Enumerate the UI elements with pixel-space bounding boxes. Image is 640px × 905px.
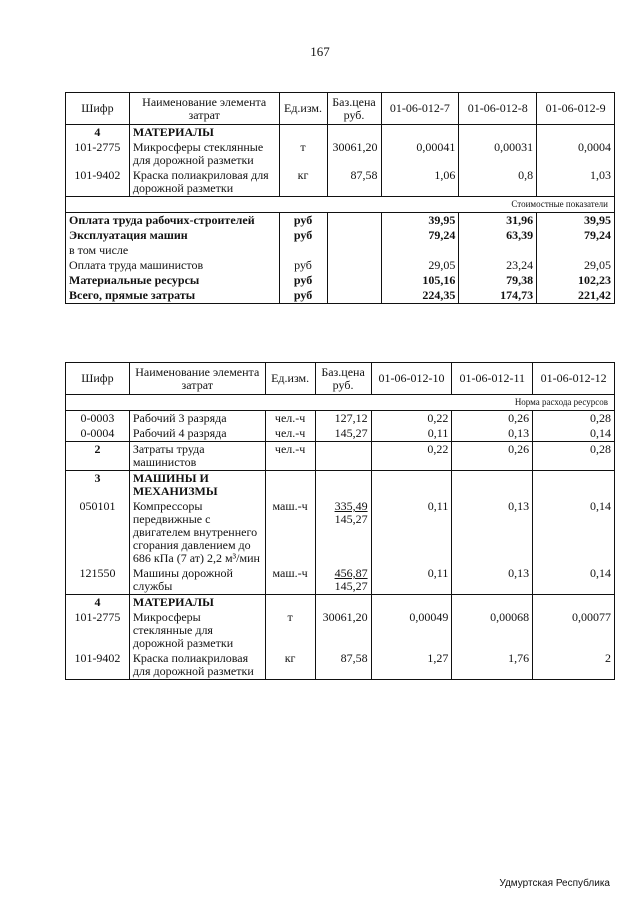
row-name: Оплата труда рабочих-строителей xyxy=(66,213,280,229)
row-value: 0,11 xyxy=(371,426,452,442)
row-name: Краска полиакриловая для дорожной разметки xyxy=(129,168,279,197)
table-row xyxy=(66,168,615,197)
row-code: 101-2775 xyxy=(66,610,130,651)
header-col-2: 01-06-012-11 xyxy=(452,363,533,395)
row-value: 0,28 xyxy=(533,411,615,427)
header-col-2: 01-06-012-8 xyxy=(459,93,537,125)
row-code: 101-2775 xyxy=(66,140,130,168)
row-value: 1,76 xyxy=(452,651,533,680)
price-sub: 145,27 xyxy=(334,579,368,593)
table-header xyxy=(66,363,615,395)
row-unit: руб xyxy=(279,213,327,229)
row-value: 0,13 xyxy=(452,426,533,442)
row-value: 0,00049 xyxy=(371,610,452,651)
header-col-3: 01-06-012-9 xyxy=(537,93,615,125)
row-name: Рабочий 4 разряда xyxy=(129,426,265,442)
table-row xyxy=(66,595,615,611)
section-header-row xyxy=(66,395,615,411)
table-row xyxy=(66,566,615,595)
header-col-1: 01-06-012-10 xyxy=(371,363,452,395)
row-value: 0,28 xyxy=(533,442,615,471)
table-row xyxy=(66,426,615,442)
row-price xyxy=(315,566,371,595)
section-code: 4 xyxy=(66,595,130,611)
row-value: 2 xyxy=(533,651,615,680)
row-name: Микросферы стеклянные для дорожной разметки xyxy=(129,610,265,651)
header-col-1: 01-06-012-7 xyxy=(381,93,459,125)
table-row xyxy=(66,610,615,651)
header-name: Наименование элемента затрат xyxy=(129,93,279,125)
row-value: 0,11 xyxy=(371,499,452,566)
row-value: 39,95 xyxy=(537,213,615,229)
row-value: 174,73 xyxy=(459,288,537,304)
header-col-3: 01-06-012-12 xyxy=(533,363,615,395)
section-code: 3 xyxy=(66,471,130,500)
header-unit: Ед.изм. xyxy=(265,363,315,395)
section-label: Стоимостные показатели xyxy=(66,197,615,213)
row-value: 79,38 xyxy=(459,273,537,288)
row-value: 0,11 xyxy=(371,566,452,595)
footer-region: Удмуртская Республика xyxy=(499,878,610,889)
row-value: 0,26 xyxy=(452,411,533,427)
row-value: 1,06 xyxy=(381,168,459,197)
row-unit: чел.-ч xyxy=(265,442,315,471)
cost-table-1 xyxy=(65,92,615,304)
row-unit: руб xyxy=(279,273,327,288)
row-value: 0,0004 xyxy=(537,140,615,168)
header-price: Баз.цена руб. xyxy=(327,93,381,125)
row-name: Компрессоры передвижные с двигателем внутреннего сгорания давлением до 686 кПа (7 ат) 2,2 м³/мин xyxy=(129,499,265,566)
table-row xyxy=(66,442,615,471)
price-sub: 145,27 xyxy=(334,512,368,526)
row-unit: кг xyxy=(265,651,315,680)
section-title: МАШИНЫ И МЕХАНИЗМЫ xyxy=(129,471,265,500)
row-value: 1,27 xyxy=(371,651,452,680)
row-value: 39,95 xyxy=(381,213,459,229)
row-value: 29,05 xyxy=(537,258,615,273)
page-number: 167 xyxy=(310,44,330,59)
row-value: 23,24 xyxy=(459,258,537,273)
row-price: 30061,20 xyxy=(315,610,371,651)
row-value: 0,13 xyxy=(452,566,533,595)
row-name: Краска полиакриловая для дорожной разметки xyxy=(129,651,265,680)
row-value: 0,00077 xyxy=(533,610,615,651)
table-row xyxy=(66,288,615,304)
row-name: Микросферы стеклянные для дорожной разметки xyxy=(129,140,279,168)
row-price: 87,58 xyxy=(327,168,381,197)
row-unit: кг xyxy=(279,168,327,197)
row-unit: маш.-ч xyxy=(265,566,315,595)
row-value: 0,00041 xyxy=(381,140,459,168)
table-row xyxy=(66,125,615,141)
row-unit: маш.-ч xyxy=(265,499,315,566)
table-row xyxy=(66,651,615,680)
row-code: 121550 xyxy=(66,566,130,595)
table-row xyxy=(66,499,615,566)
row-unit: т xyxy=(279,140,327,168)
row-price xyxy=(315,442,371,471)
row-value: 79,24 xyxy=(537,228,615,243)
header-code: Шифр xyxy=(66,363,130,395)
section-title: МАТЕРИАЛЫ xyxy=(129,595,265,611)
row-name: Материальные ресурсы xyxy=(66,273,280,288)
table-row xyxy=(66,243,615,258)
row-name: Рабочий 3 разряда xyxy=(129,411,265,427)
row-value: 29,05 xyxy=(381,258,459,273)
section-title: МАТЕРИАЛЫ xyxy=(129,125,279,141)
table-row xyxy=(66,471,615,500)
row-value: 105,16 xyxy=(381,273,459,288)
table-row xyxy=(66,140,615,168)
row-name: Затраты труда машинистов xyxy=(129,442,265,471)
row-name: Машины дорожной службы xyxy=(129,566,265,595)
row-value: 0,14 xyxy=(533,566,615,595)
row-unit: руб xyxy=(279,288,327,304)
row-code: 2 xyxy=(66,442,130,471)
row-name: Всего, прямые затраты xyxy=(66,288,280,304)
row-unit: чел.-ч xyxy=(265,411,315,427)
row-value: 0,26 xyxy=(452,442,533,471)
row-price: 30061,20 xyxy=(327,140,381,168)
header-name: Наименование элемента затрат xyxy=(129,363,265,395)
row-code: 050101 xyxy=(66,499,130,566)
section-header-row xyxy=(66,197,615,213)
row-unit: руб xyxy=(279,228,327,243)
header-unit: Ед.изм. xyxy=(279,93,327,125)
row-note: в том числе xyxy=(66,243,280,258)
row-unit: т xyxy=(265,610,315,651)
row-value: 0,22 xyxy=(371,442,452,471)
table-row xyxy=(66,228,615,243)
row-price xyxy=(315,499,371,566)
cost-table-2 xyxy=(65,362,615,680)
row-name: Эксплуатация машин xyxy=(66,228,280,243)
table-row xyxy=(66,258,615,273)
row-value: 102,23 xyxy=(537,273,615,288)
row-unit: руб xyxy=(279,258,327,273)
row-value: 0,00068 xyxy=(452,610,533,651)
header-code: Шифр xyxy=(66,93,130,125)
row-value: 1,03 xyxy=(537,168,615,197)
table-row xyxy=(66,213,615,229)
row-value: 221,42 xyxy=(537,288,615,304)
table-row xyxy=(66,411,615,427)
row-code: 101-9402 xyxy=(66,168,130,197)
row-value: 31,96 xyxy=(459,213,537,229)
header-price: Баз.цена руб. xyxy=(315,363,371,395)
price-main: 335,49 xyxy=(334,499,368,513)
row-price: 87,58 xyxy=(315,651,371,680)
row-name: Оплата труда машинистов xyxy=(66,258,280,273)
row-code: 0-0003 xyxy=(66,411,130,427)
row-code: 0-0004 xyxy=(66,426,130,442)
row-value: 0,14 xyxy=(533,499,615,566)
row-value: 63,39 xyxy=(459,228,537,243)
table-header xyxy=(66,93,615,125)
section-label: Норма расхода ресурсов xyxy=(66,395,615,411)
row-price: 127,12 xyxy=(315,411,371,427)
row-value: 0,13 xyxy=(452,499,533,566)
section-code: 4 xyxy=(66,125,130,141)
row-price: 145,27 xyxy=(315,426,371,442)
row-value: 0,00031 xyxy=(459,140,537,168)
row-value: 0,14 xyxy=(533,426,615,442)
row-value: 0,8 xyxy=(459,168,537,197)
row-unit: чел.-ч xyxy=(265,426,315,442)
row-value: 224,35 xyxy=(381,288,459,304)
table-row xyxy=(66,273,615,288)
row-value: 0,22 xyxy=(371,411,452,427)
row-code: 101-9402 xyxy=(66,651,130,680)
row-value: 79,24 xyxy=(381,228,459,243)
price-main: 456,87 xyxy=(334,566,368,580)
